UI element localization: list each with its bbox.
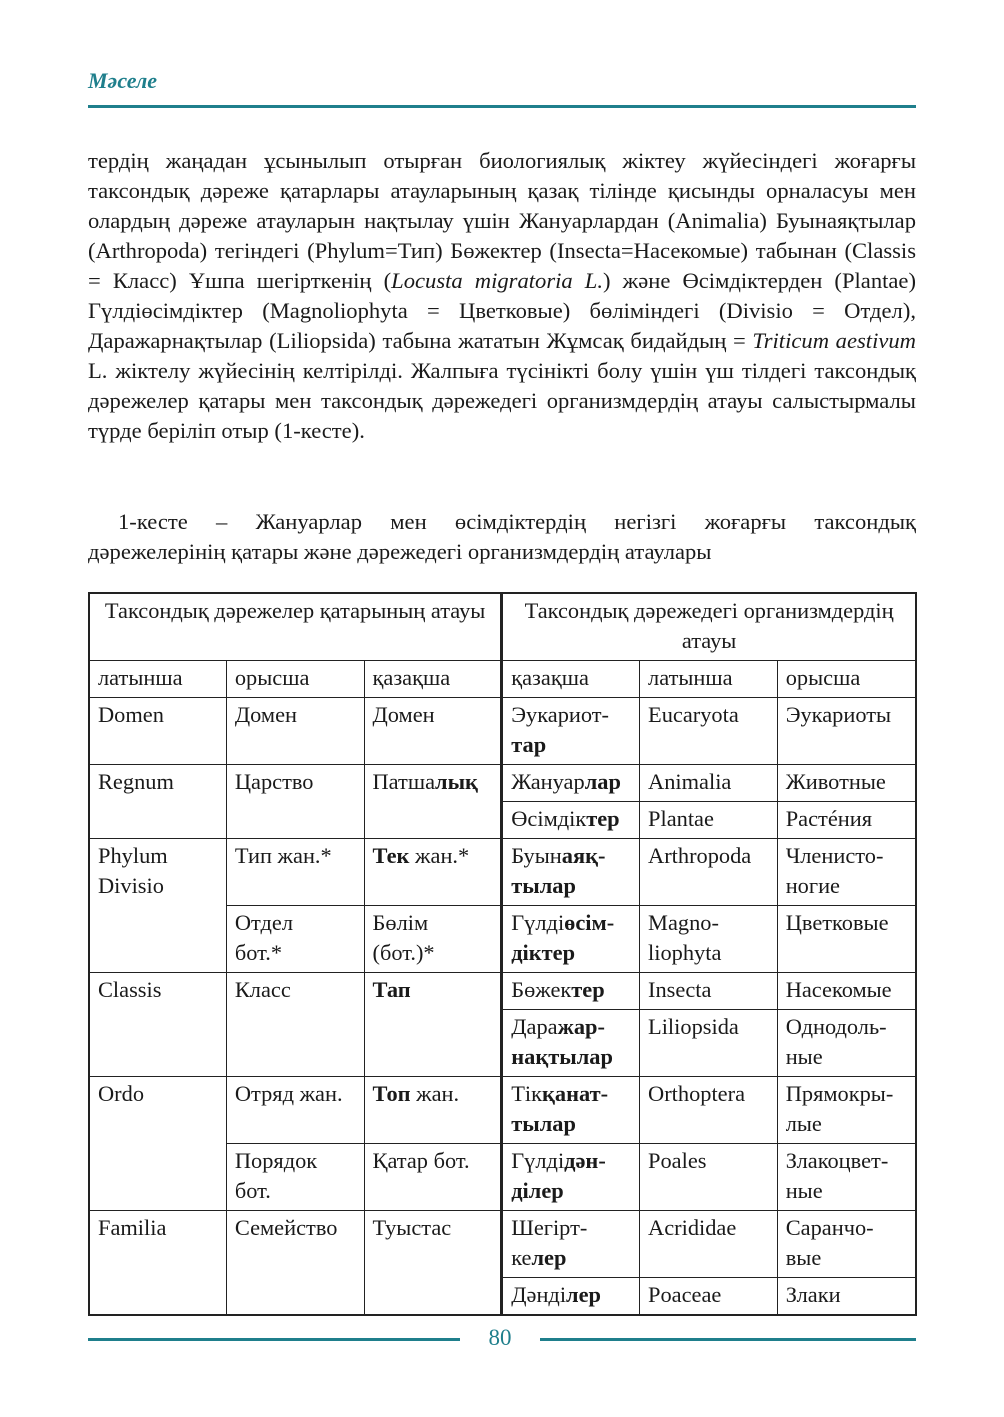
table-cell: Животные [777,765,916,802]
cell-bold: нақтылар [511,1044,613,1069]
table-cell: Эукариоты [777,698,916,765]
table-cell: Қатар бот. [364,1144,502,1211]
table-cell: Arthropoda [640,839,778,906]
cell-bold: ділер [511,1178,564,1203]
cell-suffix: лық [435,769,478,794]
column-header: орысша [226,661,364,698]
cell-text: Дара [511,1014,558,1039]
table-cell: Classis [89,973,226,1077]
cell-text: бот. [234,1178,271,1203]
table-cell [364,839,502,906]
table-cell [502,1010,640,1077]
cell-text: Отдел [234,910,294,935]
table-cell [640,906,778,973]
footer-divider-right [540,1338,916,1341]
column-header: қазақша [502,661,640,698]
cell-bold: аяқ- [561,843,606,868]
table-cell [364,1077,502,1144]
table-group-header-row [89,593,916,661]
table-cell: Poaceae [640,1278,778,1316]
cell-text: жан.* [409,843,470,868]
table-cell [502,1211,640,1278]
taxonomy-table [88,592,917,1316]
cell-text: Бөжек [511,977,572,1002]
table-cell [502,1144,640,1211]
cell-bold: Тек [372,843,410,868]
table-cell: Plantae [640,802,778,839]
species-name: Locusta migratoria L. [391,268,603,293]
header-divider [88,105,916,108]
page-number: 80 [488,1325,512,1350]
cell-text: Патша [372,769,436,794]
cell-text: вые [785,1245,822,1270]
cell-text: жан. [410,1081,460,1106]
table-row [89,1077,916,1144]
table-cell: Семейство [226,1211,364,1316]
cell-text: Дәнді [511,1282,567,1307]
cell-text: Шегірт- [511,1215,588,1240]
cell-text: Злакоцвет- [785,1148,889,1173]
cell-text: ногие [785,873,840,898]
table-cell: Насекомые [777,973,916,1010]
table-cell: Класс [226,973,364,1077]
cell-text: Гүлді [511,910,565,935]
table-cell: Тип жан.* [226,839,364,906]
body-paragraph [88,146,916,446]
cell-text: Бөлім [372,910,429,935]
cell-suffix: лер [566,1282,601,1307]
cell-text: Саранчо- [785,1215,874,1240]
table-column-header-row [89,661,916,698]
cell-text: ные [785,1178,823,1203]
table-cell: Растéния [777,802,916,839]
table-row [89,1211,916,1278]
cell-text: Членисто- [785,843,884,868]
column-header: орысша [777,661,916,698]
table-cell [364,906,502,973]
table-cell [502,906,640,973]
table-row [89,839,916,906]
cell-text: бот.* [234,940,283,965]
cell-bold: дән- [564,1148,606,1173]
cell-text: (бот.)* [372,940,435,965]
footer-divider-left [88,1338,460,1341]
caption-line: 1-кесте – Жануарлар мен өсімдіктердің негізгі жоғарғы таксондық [118,509,916,534]
column-header: қазақша [364,661,502,698]
cell-text: Гүлді [511,1148,565,1173]
table-cell: Злаки [777,1278,916,1316]
table-cell: Acrididae [640,1211,778,1278]
table-cell: Poales [640,1144,778,1211]
cell-text: liophyta [648,940,722,965]
table-cell [502,973,640,1010]
cell-bold: қанат- [542,1081,609,1106]
section-title: Мәселе [88,68,158,93]
column-header: латынша [89,661,226,698]
table-cell [502,1077,640,1144]
cell-suffix: тер [571,977,605,1002]
table-cell: Туыстас [364,1211,502,1316]
cell-bold: діктер [511,940,576,965]
cell-bold: Тап [372,977,411,1002]
column-header: латынша [640,661,778,698]
table-caption [88,507,916,567]
cell-text: Эукариот- [511,702,610,727]
table-cell: Domen [89,698,226,765]
table-cell [89,839,226,973]
cell-bold: өсім- [564,910,615,935]
cell-bold: лер [531,1245,567,1270]
table-cell [364,973,502,1077]
table-cell [502,765,640,802]
table-cell: Eucaryota [640,698,778,765]
table-cell [502,802,640,839]
table-cell: Familia [89,1211,226,1316]
table-cell: Insecta [640,973,778,1010]
table-cell [226,906,364,973]
table-cell: Цветковые [777,906,916,973]
table-cell: Ordo [89,1077,226,1211]
table-cell: Домен [226,698,364,765]
table-cell: Orthoptera [640,1077,778,1144]
table-cell [364,765,502,839]
cell-text: ные [785,1044,823,1069]
cell-bold: тылар [511,1111,576,1136]
cell-text: Тік [511,1081,543,1106]
table-cell [502,698,640,765]
cell-text: Прямокры- [785,1081,894,1106]
cell-text: Жануар [511,769,585,794]
cell-text: Буын [511,843,562,868]
cell-text: Порядок [234,1148,318,1173]
body-text-part: L. жіктелу жүйесінің келтірілді. Жалпыға түсінікті болу үшін үш тілдегі таксондық дәрежелер қатары мен таксондық дәрежедегі организмдердің атауы салыстырмалы түрде беріліп отыр (1-кесте). [88,358,916,443]
table-cell: Отряд жан. [226,1077,364,1144]
table-cell: Домен [364,698,502,765]
table-row [89,765,916,802]
cell-suffix: лар [584,769,621,794]
cell-text: лые [785,1111,822,1136]
cell-bold: тылар [511,873,576,898]
table-cell: Liliopsida [640,1010,778,1077]
table-cell [777,1211,916,1278]
cell-text: Өсімдік [511,806,587,831]
body-text-part: ) және Өсімдіктерден (Plantae) Гүлдіөсімдіктер (Magnoliophyta = Цветковые) бөліміндегі (Divisio = Отдел), Даражарнақтылар (Liliopsida) табына жататын Жұмсақ бидайдың = [88,268,916,353]
table-row [89,698,916,765]
table-cell [502,1278,640,1316]
cell-bold: жар- [557,1014,605,1039]
table-cell: Царство [226,765,364,839]
species-name: Triticum aestivum [752,328,916,353]
cell-suffix: тер [586,806,620,831]
group-header-organisms: Таксондық дәрежедегі организмдердің атауы [502,593,916,661]
cell-text: Phylum [98,843,168,868]
cell-suffix: тар [511,732,547,757]
group-header-ranks: Таксондық дәрежелер қатарының атауы [89,593,502,661]
table-cell: Animalia [640,765,778,802]
cell-text: Divisio [98,873,164,898]
table-row [89,973,916,1010]
table-cell [777,1010,916,1077]
cell-bold: Топ [372,1081,411,1106]
cell-text: ке [511,1245,532,1270]
table-cell [226,1144,364,1211]
cell-text: Magno- [648,910,719,935]
caption-line: дәрежелерінің қатары және дәрежедегі организмдердің атаулары [88,539,712,564]
cell-text: Однодоль- [785,1014,887,1039]
table-cell [777,1077,916,1144]
table-cell [777,839,916,906]
table-cell [777,1144,916,1211]
table-cell: Regnum [89,765,226,839]
body-text-part: тердің жаңадан ұсынылып отырған биологиялық жіктеу жүйесіндегі жоғарғы таксондық дәреже қатарлары атауларының қазақ тілінде қисынды орналасуы мен олардың дәреже атауларын нақтылау үшін Жануарлардан (Animalia) Буынаяқтылар (Arthropoda) тегіндегі (Phylum=Тип) Бөжектер (Insecta=Насекомые) табынан (Classis = Класс) Ұшпа шегірткенің ( [88,148,916,293]
table-cell [502,839,640,906]
